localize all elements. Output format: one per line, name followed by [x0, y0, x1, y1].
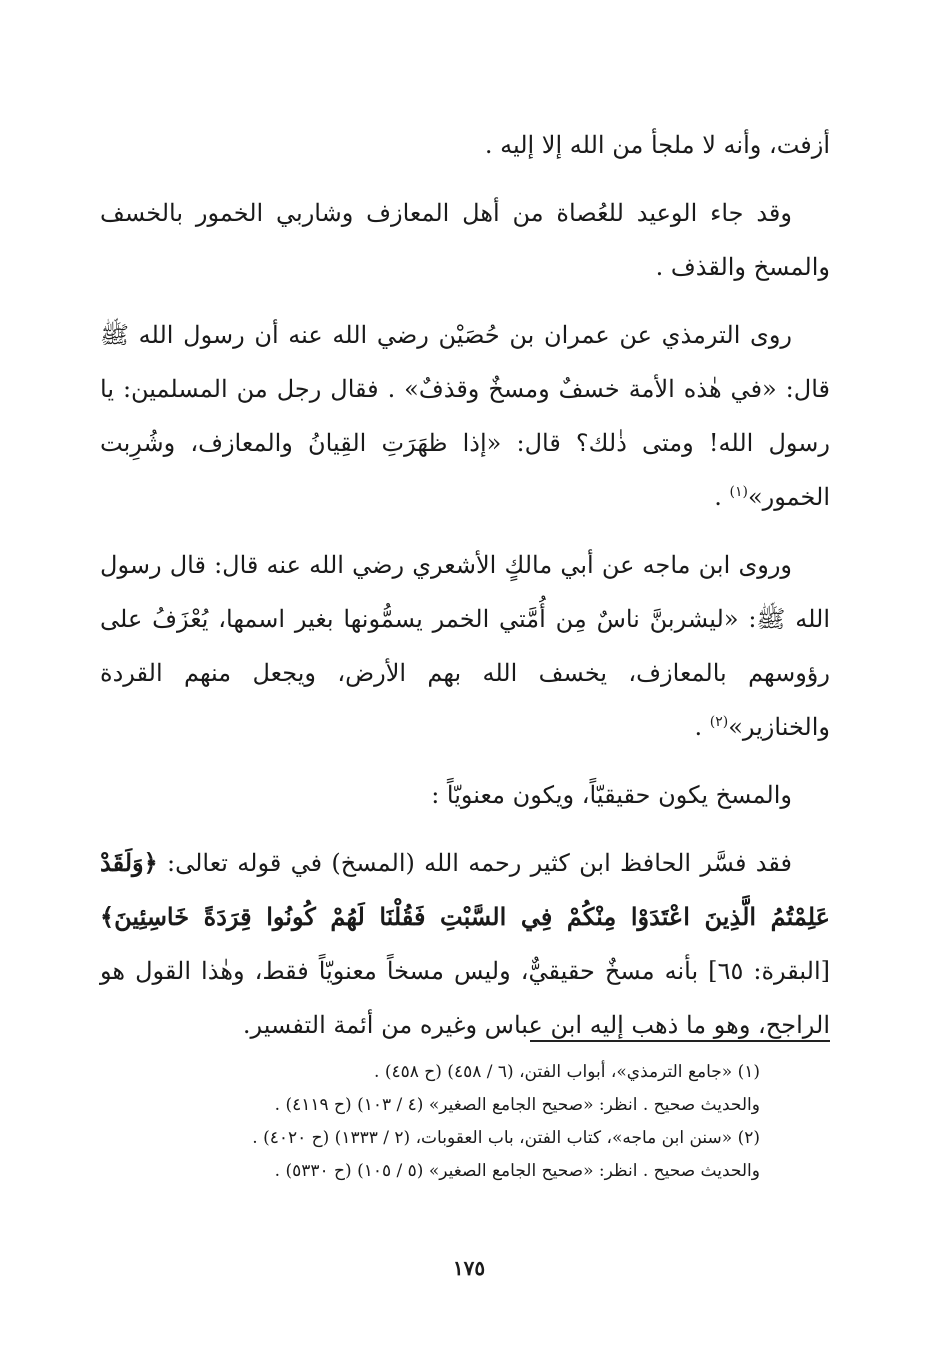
- paragraph-1-text: أزفت، وأنه لا ملجأ من الله إلا إليه .: [484, 131, 830, 159]
- footnote-ref-2: (٢): [709, 714, 729, 730]
- footnote-line-3: (٢) «سنن ابن ماجه»، كتاب الفتن، باب العقوبات، (٢ / ١٣٣٣) (ح ٤٠٢٠) .: [252, 1128, 760, 1148]
- page-number: ١٧٥: [452, 1256, 486, 1280]
- paragraph-5-text: والمسخ يكون حقيقيّاً، ويكون معنويّاً :: [431, 781, 792, 809]
- quran-verse: ﴿وَلَقَدْ عَلِمْتُمُ الَّذِينَ اعْتَدَوْا مِنْكُمْ فِي السَّبْتِ فَقُلْنَا لَهُمْ كُونُوا قِرَدَةً خَاسِئِينَ﴾: [100, 848, 830, 931]
- paragraph-1: [100, 118, 830, 172]
- paragraph-6-intro: فقد فسَّر الحافظ ابن كثير رحمه الله (المسخ) في قوله تعالى:: [167, 849, 792, 877]
- footnote-line-1: (١) «جامع الترمذي»، أبواب الفتن، (٦ / ٤٥٨) (ح ٤٥٨) .: [374, 1062, 760, 1082]
- paragraph-4-text: وروى ابن ماجه عن أبي مالكٍ الأشعري رضي الله عنه قال: قال رسول الله ﷺ: «ليشربنَّ ناسٌ مِن أُمَّتي الخمر يسمُّونها بغير اسمها، يُعْزَفُ على رؤوسهم بالمعازف، يخسف الله بهم الأرض، ويجعل منهم القردة والخنازير»: [100, 551, 830, 741]
- paragraph-5: [100, 768, 830, 822]
- footnote-separator: [530, 1040, 830, 1042]
- paragraph-3: روى الترمذي عن عمران بن حُصَيْن رضي الله عنه أن رسول الله ﷺ قال: «في هٰذه الأمة خسفٌ ومسخٌ وقذفٌ» . فقال رجل من المسلمين: يا رسول الله! ومتى ذٰلك؟ قال: «إذا ظهَرَتِ القِيانُ والمعازف، وشُرِبت الخمور»$^{(١)}$ .: [100, 321, 830, 511]
- footnote-line-4: والحديث صحيح . انظر: «صحيح الجامع الصغير» (٥ / ١٠٥) (ح ٥٣٣٠) .: [274, 1161, 760, 1181]
- paragraph-6-body: [البقرة: ٦٥] بأنه مسخٌ حقيقيٌّ، وليس مسخاً معنويّاً فقط، وهٰذا القول هو الراجح، وهو ما ذهب إليه ابن عباس وغيره من أئمة التفسير.: [100, 957, 830, 1039]
- paragraph-2: [100, 186, 830, 294]
- paragraph-6: [100, 836, 830, 1052]
- paragraph-3-text: روى الترمذي عن عمران بن حُصَيْن رضي الله عنه أن رسول الله ﷺ قال: «في هٰذه الأمة خسفٌ ومسخٌ وقذفٌ» . فقال رجل من المسلمين: يا رسول الله! ومتى ذٰلك؟ قال: «إذا ظهَرَتِ القِيانُ والمعازف، وشُرِبت الخمور»: [100, 321, 830, 511]
- paragraph-2-text: وقد جاء الوعيد للعُصاة من أهل المعازف وشاربي الخمور بالخسف والمسخ والقذف .: [100, 199, 830, 281]
- footnote-line-2: والحديث صحيح . انظر: «صحيح الجامع الصغير» (٤ / ١٠٣) (ح ٤١١٩) .: [274, 1095, 760, 1115]
- main-text: [100, 118, 830, 1052]
- footnotes: [100, 1056, 760, 1188]
- footnote-ref-1: (١): [729, 484, 748, 500]
- paragraph-4: وروى ابن ماجه عن أبي مالكٍ الأشعري رضي الله عنه قال: قال رسول الله ﷺ: «ليشربنَّ ناسٌ مِن أُمَّتي الخمر يسمُّونها بغير اسمها، يُعْزَفُ على رؤوسهم بالمعازف، يخسف الله بهم الأرض، ويجعل منهم القردة والخنازير»$^{(٢)}$ .: [100, 551, 830, 741]
